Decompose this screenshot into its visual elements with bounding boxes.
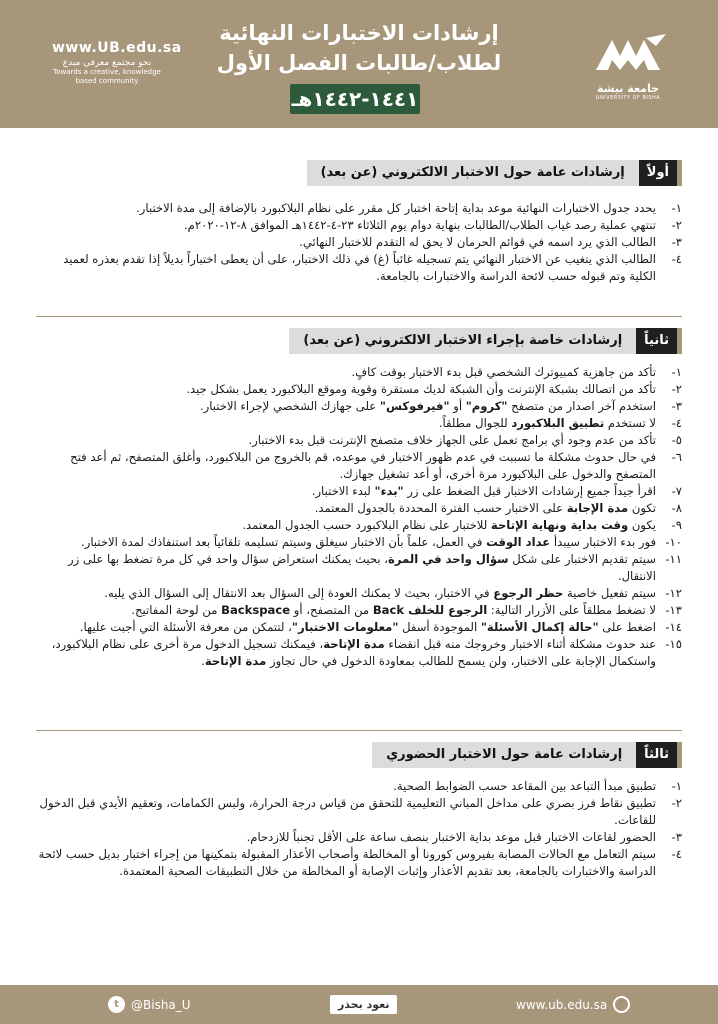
item-number: ٤- xyxy=(671,252,682,266)
item-number: ٢- xyxy=(671,382,682,396)
item-text: استخدم آخر اصدار من متصفح "كروم" أو "فيرفوكس" على جهازك الشخصي لإجراء الاختبار. xyxy=(199,399,656,413)
section-divider xyxy=(36,730,682,731)
header-banner xyxy=(0,0,718,128)
item-number: ٢- xyxy=(671,796,682,810)
item-number: ١- xyxy=(671,365,682,379)
page-title-line2: لطلاب/طالبات الفصل الأول xyxy=(216,51,502,75)
list-item xyxy=(36,778,682,795)
item-text: عند حدوث مشكلة أثناء الاختبار وخروجك منه قبل انقضاء مدة الإتاحة، فيمكنك تسجيل الدخول مرة أخرى على نظام البلاكبورد، واستكمال الإجابة على الاختبار، ولن يسمح للطالب بمعاودة الدخول في حال تجاوز مدة الإتاحة. xyxy=(51,637,656,668)
item-text: الحضور لقاعات الاختبار قبل موعد بداية الاختبار بنصف ساعة على الأقل تجنباً للازدحام. xyxy=(246,830,656,844)
item-number: ٨- xyxy=(671,501,682,515)
ub-logo-url: www.UB.edu.sa xyxy=(52,40,182,56)
item-number: ٧- xyxy=(671,484,682,498)
item-number: ١- xyxy=(671,779,682,793)
item-number: ١١- xyxy=(665,552,682,566)
item-number: ٢- xyxy=(671,218,682,232)
item-number: ١٥- xyxy=(665,637,682,651)
item-number: ٥- xyxy=(671,433,682,447)
page-title xyxy=(200,18,518,78)
list-item xyxy=(36,381,682,398)
item-text: سيتم تقديم الاختبار على شكل سؤال واحد في المرة، بحيث يمكنك استعراض سؤال واحد في كل مرة تضغط بها على زر الانتقال. xyxy=(68,552,656,583)
list-item xyxy=(36,795,682,829)
list-item xyxy=(36,449,682,483)
item-number: ٤- xyxy=(671,847,682,861)
list-item xyxy=(36,234,682,251)
item-text: اضغط على "حالة إكمال الأسئلة" الموجودة أسفل "معلومات الاختبار"، لتتمكن من معرفة الأسئلة التي أجبت عليها. xyxy=(79,620,656,634)
section-title: إرشادات خاصة بإجراء الاختبار الالكتروني (عن بعد) xyxy=(289,328,636,354)
section-number: ثالثاً xyxy=(636,742,682,768)
website-url: www.ub.edu.sa xyxy=(516,997,608,1012)
campaign-badge: نعود بحذر xyxy=(330,995,397,1014)
item-text: الطالب الذي يرد اسمه في قوائم الحرمان لا يحق له التقدم للاختبار النهائي. xyxy=(299,235,656,249)
item-text: يكون وقت بداية ونهاية الإتاحة للاختبار على نظام البلاكبورد حسب الجدول المعتمد. xyxy=(242,518,656,532)
item-number: ٦- xyxy=(671,450,682,464)
university-name-en: UNIVERSITY OF BISHA xyxy=(595,95,661,101)
list-item xyxy=(36,415,682,432)
list-item xyxy=(36,398,682,415)
list-item xyxy=(36,217,682,234)
university-logo xyxy=(578,30,678,110)
item-text: فور بدء الاختبار سيبدأ عداد الوقت في العمل، علماً بأن الاختبار سيغلق وسيتم تسليمه تلقائياً بعد استنفاذك لمدة الاختبار. xyxy=(81,535,656,549)
item-text: الطالب الذي يتغيب عن الاختبار النهائي يتم تسجيله غائباً (غ) في ذلك الاختبار، على أن يعطى اختباراً بديلاً إذا تقدم بعذره لعميد الكلية وتم قبوله حسب لائحة الدراسة والاختبارات بالجامعة. xyxy=(63,252,656,283)
item-text: تأكد من عدم وجود أي برامج تعمل على الجهاز خلاف متصفح الإنترنت قبل بدء الاختبار. xyxy=(248,433,656,447)
list-item xyxy=(36,517,682,534)
page-title-line1: إرشادات الاختبارات النهائية xyxy=(219,21,499,45)
section-title: إرشادات عامة حول الاختبار الحضوري xyxy=(372,742,636,768)
list-item xyxy=(36,636,682,670)
section-divider xyxy=(36,316,682,317)
item-number: ٩- xyxy=(671,518,682,532)
item-text: تنتهي عملية رصد غياب الطلاب/الطالبات بنهاية دوام يوم الثلاثاء ٢٣-٤-١٤٤٢هـ الموافق ٨-١٢-٢٠٢٠م. xyxy=(183,218,656,232)
item-text: سيتم التعامل مع الحالات المصابة بفيروس كورونا أو المخالطة وأصحاب الأعذار المقبولة بتمكينها من إجراء اختبار بديل حسب لائحة الدراسة والاختبارات بالجامعة، بعد تقديم الأعذار وإثبات الإصابة أو المخالطة من خلال التطبيقات الصحية المعتمدة. xyxy=(38,847,656,878)
item-number: ٤- xyxy=(671,416,682,430)
item-number: ١٠- xyxy=(665,535,682,549)
list-item xyxy=(36,432,682,449)
item-number: ١٤- xyxy=(665,620,682,634)
item-text: اقرأ جيداً جميع إرشادات الاختبار قبل الضغط على زر "بدء" لبدء الاختبار. xyxy=(311,484,656,498)
section-list xyxy=(36,200,682,285)
ub-logo-slogan-ar: نحو مجتمع معرفي مبدع xyxy=(62,58,152,68)
globe-icon xyxy=(613,996,630,1013)
ub-logo xyxy=(52,40,182,86)
website-link[interactable] xyxy=(516,996,630,1013)
item-number: ١٣- xyxy=(665,603,682,617)
item-number: ٣- xyxy=(671,235,682,249)
list-item xyxy=(36,200,682,217)
section-heading xyxy=(372,742,682,768)
section-number: ثانياً xyxy=(636,328,682,354)
item-number: ٣- xyxy=(671,399,682,413)
ub-logo-slogan-en: Towards a creative, knowledge based community xyxy=(53,68,161,85)
university-name-ar: جامعة بيشة xyxy=(596,82,660,95)
item-text: في حال حدوث مشكلة ما تسببت في عدم ظهور الاختبار في موعده، قم بالخروج من البلاكبورد، وأغلق المتصفح، ثم أعد فتح المتصفح والدخول على البلاكبورد مرة أخرى، أو أعد تشغيل جهازك. xyxy=(70,450,656,481)
item-text: تكون مدة الإجابة على الاختبار حسب الفترة المحددة بالجدول المعتمد. xyxy=(314,501,656,515)
list-item xyxy=(36,483,682,500)
list-item xyxy=(36,619,682,636)
university-emblem-icon xyxy=(586,30,670,78)
section-heading xyxy=(289,328,682,354)
section-list xyxy=(36,364,682,670)
item-number: ١- xyxy=(671,201,682,215)
twitter-handle: @Bisha_U xyxy=(131,997,191,1012)
list-item xyxy=(36,534,682,551)
section-title: إرشادات عامة حول الاختبار الالكتروني (عن بعد) xyxy=(307,160,639,186)
year-badge: ١٤٤١-١٤٤٢هـ xyxy=(290,84,420,114)
item-text: يحدد جدول الاختبارات النهائية موعد بداية إتاحة اختبار كل مقرر على نظام البلاكبورد بالإضافة إلى مدة الاختبار. xyxy=(136,201,656,215)
list-item xyxy=(36,251,682,285)
footer-bar xyxy=(0,985,718,1024)
item-text: تطبيق نقاط فرز بصري على مداخل المباني التعليمية للتحقق من قياس درجة الحرارة، ولبس الكمامات، وتعقيم الأيدي قبل الدخول للقاعات. xyxy=(39,796,656,827)
item-text: سيتم تفعيل خاصية حظر الرجوع في الاختبار، بحيث لا يمكنك العودة إلى السؤال بعد الانتقال إلى السؤال الذي يليه. xyxy=(104,586,656,600)
item-text: لا تستخدم تطبيق البلاكبورد للجوال مطلقاً. xyxy=(438,416,656,430)
item-number: ٣- xyxy=(671,830,682,844)
list-item xyxy=(36,585,682,602)
section-number: أولاً xyxy=(639,160,682,186)
list-item xyxy=(36,846,682,880)
item-text: لا تضغط مطلقاً على الأزرار التالية: الرجوع للخلف Back من المتصفح، أو Backspace من لوحة المفاتيح. xyxy=(131,603,656,617)
item-text: تأكد من اتصالك بشبكة الإنترنت وأن الشبكة لديك مستقرة وقوية وموقع البلاكبورد يعمل بشكل جيد. xyxy=(186,382,656,396)
twitter-link[interactable] xyxy=(108,996,191,1013)
section-list xyxy=(36,778,682,880)
list-item xyxy=(36,364,682,381)
item-number: ١٢- xyxy=(665,586,682,600)
item-text: تطبيق مبدأ التباعد بين المقاعد حسب الضوابط الصحية. xyxy=(393,779,656,793)
item-text: تأكد من جاهزية كمبيوترك الشخصي قبل بدء الاختبار بوقت كافٍ. xyxy=(351,365,656,379)
section-heading xyxy=(307,160,682,186)
list-item xyxy=(36,551,682,585)
list-item xyxy=(36,602,682,619)
list-item xyxy=(36,829,682,846)
twitter-icon: t xyxy=(108,996,125,1013)
list-item xyxy=(36,500,682,517)
